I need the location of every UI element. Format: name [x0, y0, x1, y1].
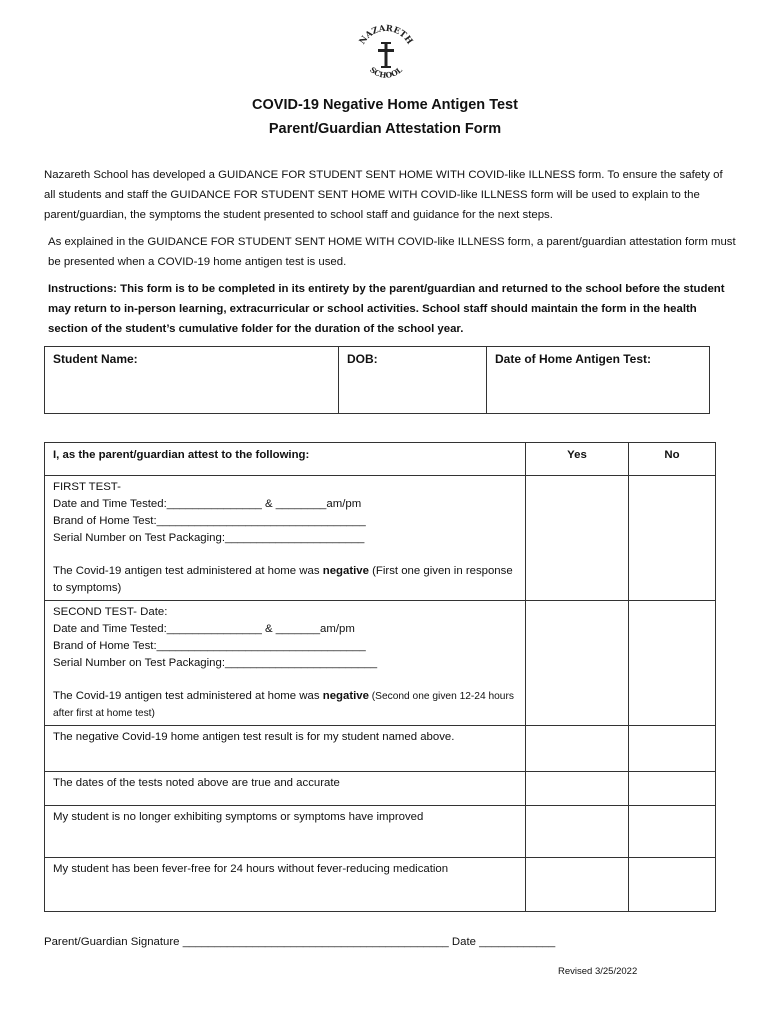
statement-no-cell[interactable] [629, 772, 716, 806]
test-date-field[interactable]: Date of Home Antigen Test: [487, 347, 710, 414]
cross-icon [378, 42, 394, 68]
signature-label: Parent/Guardian Signature [44, 936, 183, 948]
first-test-label: FIRST TEST- [53, 481, 121, 493]
statement-no-cell[interactable] [629, 858, 716, 912]
first-test-date-time[interactable]: Date and Time Tested:_______________ & ________am/pm [53, 498, 362, 510]
attestation-header: I, as the parent/guardian attest to the following: [45, 443, 526, 476]
no-column-header: No [629, 443, 716, 476]
statement-text: My student is no longer exhibiting symptoms or symptoms have improved [45, 806, 526, 858]
form-subtitle: Parent/Guardian Attestation Form [268, 121, 502, 137]
date-field[interactable]: ____________ [479, 936, 556, 948]
first-test-yes-cell[interactable] [526, 476, 629, 601]
second-test-yes-cell[interactable] [526, 601, 629, 726]
logo-bottom-text: SCHOOL [368, 65, 404, 80]
intro-paragraph: Nazareth School has developed a GUIDANCE FOR STUDENT SENT HOME WITH COVID-like ILLNESS form. To ensure the safety of all students and staff the GUIDANCE FOR STUDENT SENT HOME WITH COVID-like ILLNESS form will be used to explain to the parent/guardian, the symptoms the student presented to school staff and guidance for the next steps. [44, 169, 723, 221]
statement-yes-cell[interactable] [526, 726, 629, 772]
first-test-row [45, 476, 716, 601]
statement-yes-cell[interactable] [526, 858, 629, 912]
student-name-field[interactable]: Student Name: [45, 347, 339, 414]
statement-text: The negative Covid-19 home antigen test result is for my student named above. [45, 726, 526, 772]
statement-text: The dates of the tests noted above are true and accurate [45, 772, 526, 806]
statement-no-cell[interactable] [629, 726, 716, 772]
second-test-no-cell[interactable] [629, 601, 716, 726]
form-title: COVID-19 Negative Home Antigen Test [252, 97, 518, 113]
statement-row [45, 726, 716, 772]
second-test-serial[interactable]: Serial Number on Test Packaging:________________________ [53, 657, 378, 669]
statement-no-cell[interactable] [629, 806, 716, 858]
statement-yes-cell[interactable] [526, 772, 629, 806]
statement-row [45, 772, 716, 806]
first-test-no-cell[interactable] [629, 476, 716, 601]
second-test-result: The Covid-19 antigen test administered at home was negative (Second one given 12-24 hours after first at home test) [53, 690, 514, 719]
yes-column-header: Yes [526, 443, 629, 476]
school-logo [353, 20, 419, 86]
statement-row [45, 806, 716, 858]
statement-yes-cell[interactable] [526, 806, 629, 858]
signature-field[interactable]: __________________________________________ [182, 936, 449, 948]
first-test-brand[interactable]: Brand of Home Test:_________________________________ [53, 515, 366, 527]
revised-date: Revised 3/25/2022 [558, 966, 638, 977]
instructions-paragraph: Instructions: This form is to be completed in its entirety by the parent/guardian and returned to the school before the student may return to in-person learning, extracurricular or school activities. School staff should maintain the form in the health section of the student’s cumulative folder for the duration of the school year. [48, 283, 725, 335]
second-test-date-time[interactable]: Date and Time Tested:_______________ & _______am/pm [53, 623, 355, 635]
date-label: Date [448, 936, 480, 948]
first-test-serial[interactable]: Serial Number on Test Packaging:______________________ [53, 532, 365, 544]
attestation-paragraph: As explained in the GUIDANCE FOR STUDENT SENT HOME WITH COVID-like ILLNESS form, a parent/guardian attestation form must be presented when a COVID-19 home antigen test is used. [48, 236, 736, 268]
attestation-table [44, 442, 716, 912]
signature-line [44, 936, 555, 948]
second-test-row [45, 601, 716, 726]
statement-row [45, 858, 716, 912]
logo-top-text: NAZARETH [357, 23, 415, 47]
first-test-result: The Covid-19 antigen test administered at home was negative (First one given in response to symptoms) [53, 565, 513, 594]
dob-field[interactable]: DOB: [339, 347, 487, 414]
statement-text: My student has been fever-free for 24 hours without fever-reducing medication [45, 858, 526, 912]
second-test-label: SECOND TEST- Date: [53, 606, 168, 618]
second-test-brand[interactable]: Brand of Home Test:_________________________________ [53, 640, 366, 652]
student-info-table [44, 346, 710, 414]
